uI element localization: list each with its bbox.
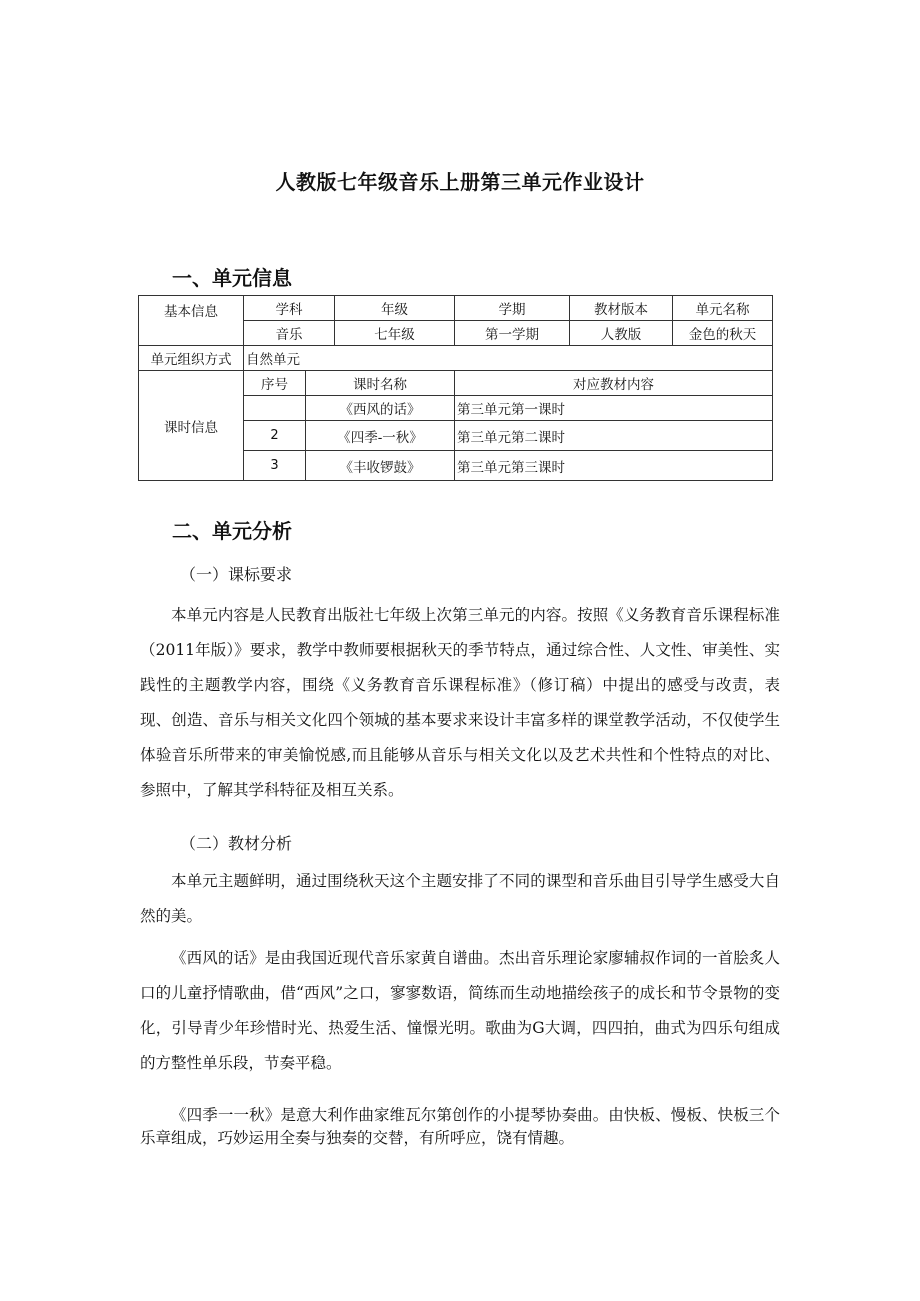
document-title: 人教版七年级音乐上册第三单元作业设计 — [275, 170, 645, 194]
header-cell: 教材版本 — [570, 296, 673, 321]
textbook-paragraph: 《西风的话》是由我国近现代音乐家黄自谱曲。杰出音乐理论家廖辅叔作词的一首脍炙人口的儿童抒情歌曲，借“西风”之口，寥寥数语，简练而生动地描绘孩子的成长和节令景物的变化，引导青少年珍惜时光、热爱生活、憧憬光明。歌曲为G大调，四四拍，曲式为四乐句组成的方整性单乐段，节奏平稳。 — [140, 949, 780, 1072]
header-cell: 学期 — [455, 296, 570, 321]
lesson-info-label: 课时信息 — [139, 371, 244, 481]
lesson-number — [244, 396, 306, 421]
header-cell: 课时名称 — [306, 371, 455, 396]
subsection-heading-curriculum: （一）课标要求 — [180, 565, 293, 584]
lesson-content: 第三单元第二课时 — [455, 421, 773, 451]
lesson-name: 《丰收锣鼓》 — [306, 451, 455, 481]
value-cell: 七年级 — [335, 321, 455, 346]
textbook-paragraph: 《四季一一秋》是意大利作曲家维瓦尔第创作的小提琴协奏曲。由快板、慢板、快板三个乐章组成，巧妙运用全奏与独奏的交替，有所呼应，饶有情趣。 — [140, 1106, 780, 1147]
subsection-heading-textbook: （二）教材分析 — [180, 834, 293, 853]
lesson-content: 第三单元第一课时 — [455, 396, 773, 421]
curriculum-paragraph: 本单元内容是人民教育出版社七年级上次第三单元的内容。按照《义务教育音乐课程标准（2011年版）》要求，教学中教师要根据秋天的季节特点，通过综合性、人文性、审美性、实践性的主题教学内容，围绕《义务教育音乐课程标准》（修订稿）中提出的感受与改责，表现、创造、音乐与相关文化四个领城的基本要求来设计丰富多样的课堂教学活动，不仅使学生体验音乐所带来的审美愉悦感,而且能够从音乐与相关文化以及艺术共性和个性特点的对比、参照中，了解其学科特征及相互关系。 — [140, 606, 780, 799]
header-cell: 学科 — [244, 296, 335, 321]
value-cell: 金色的秋天 — [673, 321, 773, 346]
section-heading-unit-analysis: 二、单元分析 — [172, 519, 292, 543]
section-heading-unit-info: 一、单元信息 — [172, 266, 292, 290]
lesson-name: 《西风的话》 — [306, 396, 455, 421]
org-value: 自然单元 — [244, 346, 773, 371]
unit-info-table — [138, 295, 773, 481]
value-cell: 音乐 — [244, 321, 335, 346]
lesson-content: 第三单元第三课时 — [455, 451, 773, 481]
value-cell: 人教版 — [570, 321, 673, 346]
lesson-name: 《四季-一秋》 — [306, 421, 455, 451]
lesson-number: 2 — [244, 421, 306, 451]
basic-info-label: 基本信息 — [139, 296, 244, 346]
header-cell: 单元名称 — [673, 296, 773, 321]
table-row — [139, 371, 773, 396]
value-cell: 第一学期 — [455, 321, 570, 346]
header-cell: 对应教材内容 — [455, 371, 773, 396]
table-row — [139, 296, 773, 321]
textbook-paragraph: 本单元主题鲜明，通过围绕秋天这个主题安排了不同的课型和音乐曲目引导学生感受大自然的美。 — [140, 872, 780, 925]
table-row — [139, 346, 773, 371]
header-cell: 年级 — [335, 296, 455, 321]
org-label: 单元组织方式 — [139, 346, 244, 371]
header-cell: 序号 — [244, 371, 306, 396]
lesson-number: 3 — [244, 451, 306, 481]
